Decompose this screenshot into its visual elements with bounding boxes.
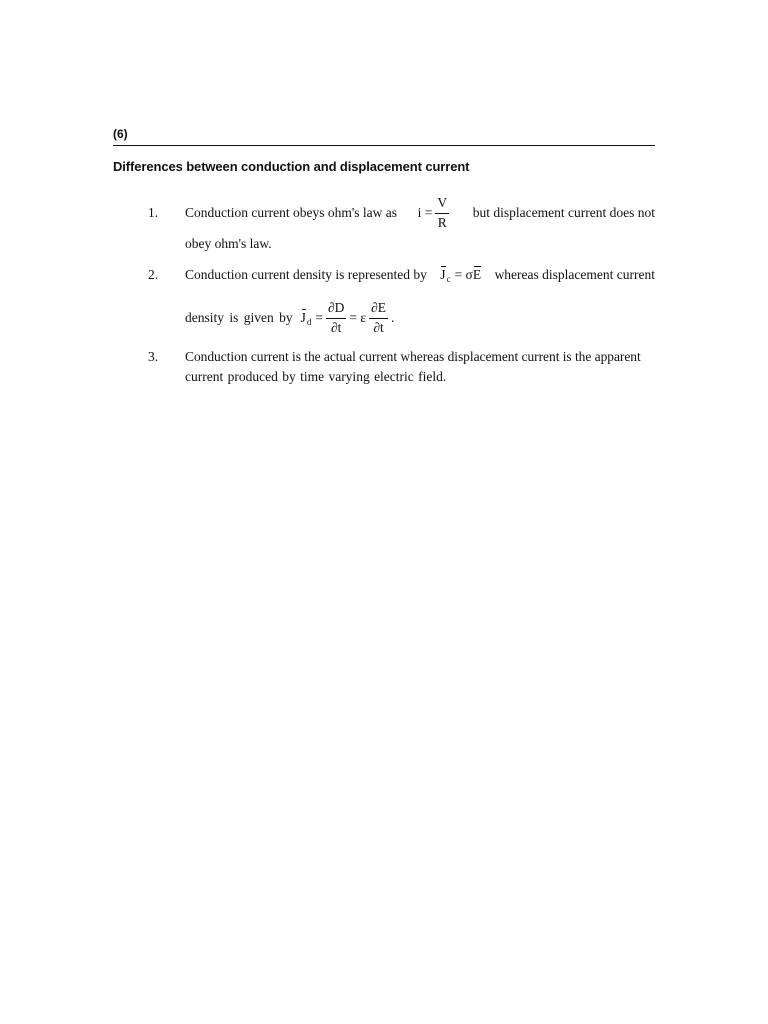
period: . [391,310,395,325]
equals-epsilon: = ε [349,310,367,325]
equation-lhs: i = [417,205,433,220]
item-3-line-1: Conduction current is the actual current whereas displacement current is the apparent [185,349,641,364]
header-rule [113,145,655,146]
item-2-text-after: whereas displacement current [494,267,655,282]
fraction-numerator: ∂D [326,301,346,318]
item-number: 1. [148,205,159,220]
item-2-line-1 [185,264,655,286]
item-1-line-1 [185,194,655,232]
ohms-law-equation [418,196,453,229]
conduction-density-equation [440,267,481,283]
fraction-de-dt [369,301,388,334]
subscript-c: c [446,274,451,284]
equals-sigma: = σ [454,267,473,282]
item-2-text-before: Conduction current density is represented by [185,267,427,282]
item-2-line-2-text: density is given by [185,310,293,325]
page-number: (6) [113,127,128,141]
fraction-denominator: R [437,214,447,230]
fraction-numerator: V [435,196,449,213]
fraction-numerator: ∂E [369,301,388,318]
equals-sign: = [315,310,324,325]
vector-e: E [472,267,482,282]
vector-j: J [300,310,306,325]
fraction-denominator: ∂t [373,319,384,335]
fraction-v-over-r [435,196,449,229]
fraction-dd-dt [326,301,346,334]
section-heading: Differences between conduction and displacement current [113,159,470,174]
item-1-text-after: but displacement current does not [472,205,655,220]
fraction-denominator: ∂t [331,319,342,335]
item-number: 3. [148,349,159,364]
item-1-line-2: obey ohm's law. [185,236,272,251]
subscript-d: d [306,317,312,327]
item-3-line-2: current produced by time varying electric field. [185,369,447,384]
item-1-text-before: Conduction current obeys ohm's law as [185,205,398,220]
vector-j: J [440,267,446,282]
item-2-line-2 [185,298,655,338]
item-number: 2. [148,267,159,282]
displacement-density-equation [301,301,395,334]
